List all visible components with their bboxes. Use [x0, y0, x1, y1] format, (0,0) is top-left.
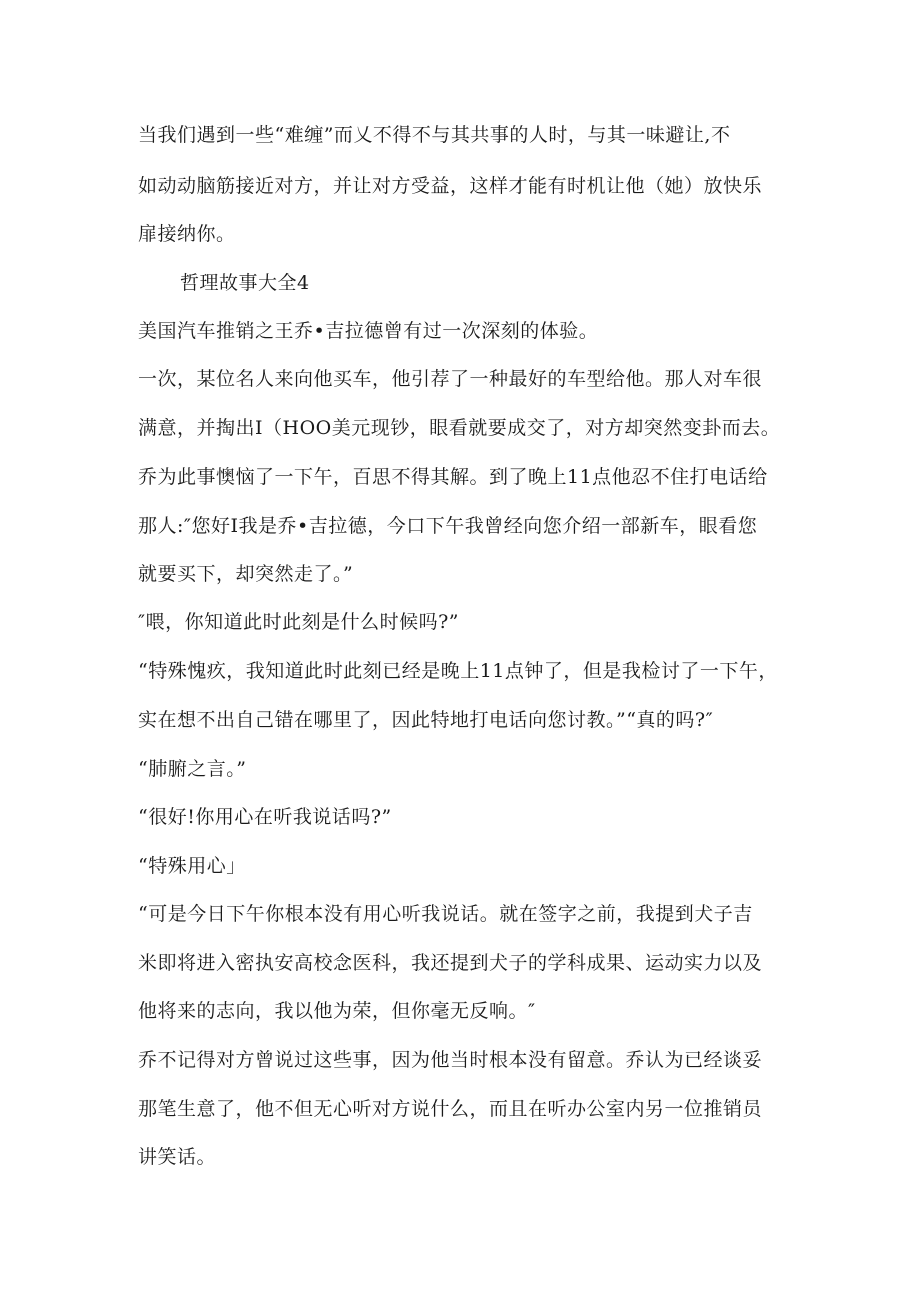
- paragraph-line: “很好!你用心在听我说话吗?”: [138, 806, 392, 828]
- paragraph-line: ″喂，你知道此时此刻是什么时候吗?”: [138, 611, 459, 633]
- paragraph-line: 一次，某位名人来向他买车，他引荐了一种最好的车型给他。那人对车很: [138, 368, 763, 390]
- paragraph-line: 那人:″您好I我是乔•吉拉德，今口下午我曾经向您介绍一部新车，眼看您: [138, 515, 758, 537]
- paragraph-line: 扉接纳你。: [138, 223, 236, 245]
- paragraph-line: 他将来的志向，我以他为荣，但你毫无反响。″: [138, 1000, 536, 1022]
- paragraph-line: 那笔生意了，他不但无心听对方说什么，而且在听办公室内另一位推销员: [138, 1098, 763, 1120]
- paragraph-line: 就要买下，却突然走了。”: [138, 563, 354, 585]
- paragraph-line: 当我们遇到一些“难缠”而乂不得不与其共事的人时，与其一味避让,不: [138, 124, 731, 146]
- paragraph-line: 实在想不出自己错在哪里了，因此特地打电话向您讨教。”“真的吗?″: [138, 709, 714, 731]
- paragraph-line: 乔为此事懊恼了一下午，百思不得其解。到了晚上11点他忍不住打电话给: [138, 466, 768, 488]
- paragraph-line: 如动动脑筋接近对方，并让对方受益，这样才能有时机让他（她）放快乐: [138, 175, 763, 197]
- paragraph-line: 乔不记得对方曾说过这些事，因为他当时根本没有留意。乔认为已经谈妥: [138, 1049, 763, 1071]
- paragraph-line: “肺腑之言。”: [138, 758, 247, 780]
- paragraph-line: “可是今日下午你根本没有用心听我说话。就在签字之前，我提到犬子吉: [138, 903, 753, 925]
- paragraph-line: “特殊用心」: [138, 855, 246, 877]
- paragraph-line: 满意，并掏出I（HOO美元现钞，眼看就要成交了，对方却突然变卦而去。: [138, 417, 781, 439]
- paragraph-line: “特殊愧疚，我知道此时此刻已经是晚上11点钟了，但是我检讨了一下午，: [138, 660, 778, 682]
- paragraph-line: 美国汽车推销之王乔•吉拉德曾有过一次深刻的体验。: [138, 320, 599, 342]
- paragraph-line: 讲笑话。: [138, 1146, 217, 1168]
- section-heading: 哲理故事大全4: [180, 272, 310, 294]
- paragraph-line: 米即将进入密执安高校念医科，我还提到犬子的学科成果、运动实力以及: [138, 952, 763, 974]
